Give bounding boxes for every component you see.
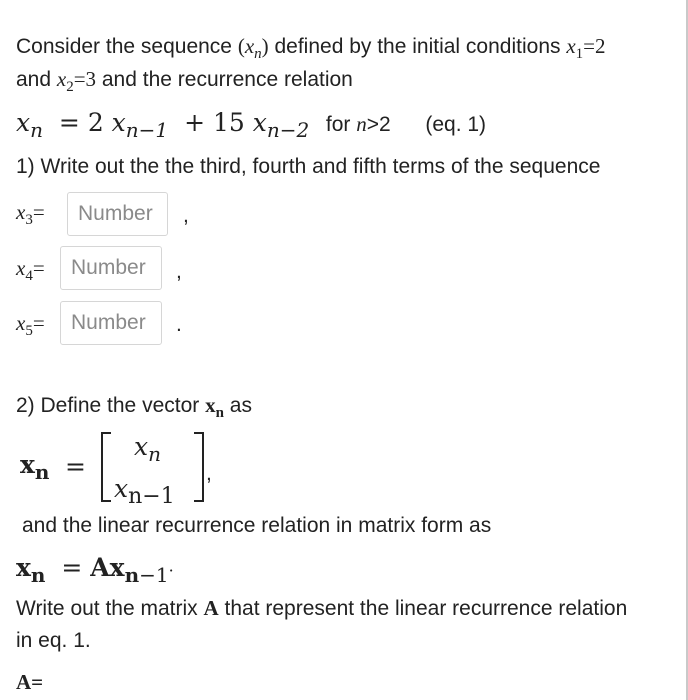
equation-label: (eq. 1) [425,113,487,136]
vector-trailing-comma: , [206,462,212,485]
matrix-form-text: and the linear recurrence relation in matrix form as [22,514,492,537]
intro-line-2: and $x_2=3$ and the recurrence relation [16,67,353,95]
x4-input[interactable]: Number [60,246,162,290]
x5-label: $x_5=$ [16,311,45,339]
x5-input[interactable]: Number [60,301,162,345]
matrix-equation: $x_n = Ax_{n-1}\cdot$ [16,553,174,587]
vector-definition-lhs: $x_n$ [20,450,50,484]
x3-input[interactable]: Number [67,192,168,236]
vector-definition-equals: = [65,452,86,481]
question-2-prompt: 2) Define the vector $x_n$ as [16,393,252,421]
intro-line-1: Consider the sequence $(x_n)$ defined by the initial conditions $x_1=2$ [16,34,606,62]
recurrence-equation: $x_n = 2$ $x_{n-1} + 15$ $x_{n-2}$ for n>2 (eq. 1) [16,108,487,142]
x3-label: $x_3=$ [16,200,45,228]
vector-top-entry: $x_n$ [134,432,161,466]
matrix-answer-label: A= [16,670,44,694]
x5-punct: . [176,313,182,336]
right-bracket [194,432,204,502]
left-bracket [101,432,111,502]
instruction-line-2: in eq. 1. [16,629,91,652]
x4-punct: , [176,260,182,283]
vector-bottom-entry: xn−1 [114,474,175,509]
question-1-prompt: 1) Write out the the third, fourth and fifth terms of the sequence [16,155,601,178]
x3-punct: , [183,204,189,227]
x4-label: $x_4=$ [16,256,45,284]
instruction-line-1: Write out the matrix A that represent the linear recurrence relation [16,596,628,620]
